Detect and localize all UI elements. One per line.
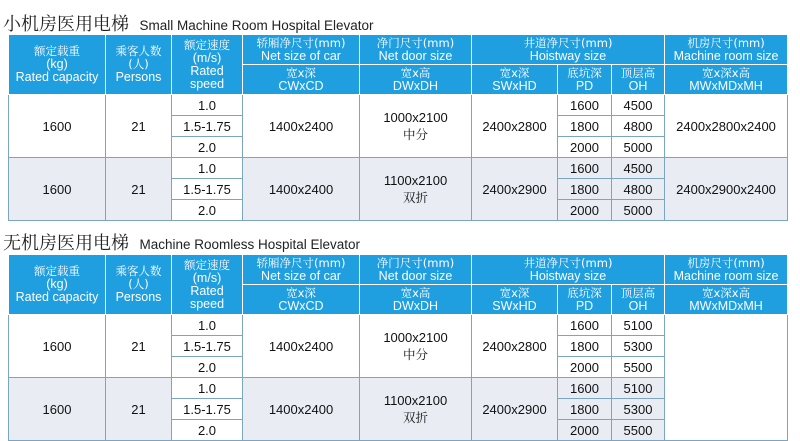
cell-oh: 5000 xyxy=(612,137,665,158)
cell-speed: 1.5-1.75 xyxy=(172,336,243,357)
header-car-size xyxy=(243,35,360,65)
header-zh: 净门尺寸(mm) xyxy=(376,35,455,50)
cell-oh: 5100 xyxy=(612,315,665,336)
cell-pd: 2000 xyxy=(558,137,612,158)
subheader-en: CWxCD xyxy=(278,78,324,93)
subheader-door xyxy=(360,285,472,315)
cell-oh: 5300 xyxy=(612,399,665,420)
cell-pd: 1600 xyxy=(558,378,612,399)
subheader-hoistway-oh xyxy=(612,65,665,95)
subheader-hoistway-oh xyxy=(612,285,665,315)
cell-pd: 1600 xyxy=(558,158,612,179)
subheader-zh: 宽x高 xyxy=(400,65,431,80)
cell-load: 1600 xyxy=(9,315,106,378)
cell-door-size xyxy=(360,378,472,441)
header-en: Rated capacity xyxy=(15,290,99,304)
header-en: Hoistway size xyxy=(529,48,607,63)
cell-car-size: 1400x2400 xyxy=(243,158,360,221)
cell-pd: 1800 xyxy=(558,336,612,357)
spec-table xyxy=(8,254,788,441)
section-title xyxy=(3,229,361,254)
header-rated-speed xyxy=(172,255,243,315)
header-unit: (人) xyxy=(128,57,149,71)
header-zh: 轿厢净尺寸(mm) xyxy=(256,255,346,270)
header-en: Hoistway size xyxy=(529,268,607,283)
subheader-zh: 宽x深 xyxy=(286,65,316,80)
cell-speed: 1.0 xyxy=(172,315,243,336)
header-en: Persons xyxy=(115,290,162,304)
header-zh: 轿厢净尺寸(mm) xyxy=(256,35,346,50)
cell-pd: 1800 xyxy=(558,116,612,137)
cell-hoistway-size: 2400x2900 xyxy=(472,378,558,441)
cell-load: 1600 xyxy=(9,95,106,158)
header-rated-capacity xyxy=(9,35,106,95)
subheader-zh: 宽x深x高 xyxy=(701,65,751,80)
subheader-hoistway-swxhd xyxy=(472,285,558,315)
subheader-hoistway-pd xyxy=(558,285,612,315)
subheader-hoistway-pd xyxy=(558,65,612,95)
header-en: Machine room size xyxy=(673,48,779,63)
cell-car-size: 1400x2400 xyxy=(243,315,360,378)
header-rated-speed xyxy=(172,35,243,95)
header-zh: 井道净尺寸(mm) xyxy=(523,255,613,270)
cell-pd: 1800 xyxy=(558,399,612,420)
cell-oh: 5100 xyxy=(612,378,665,399)
subheader-en: PD xyxy=(575,78,594,93)
door-type: 双折 xyxy=(402,189,428,205)
subheader-zh: 宽x高 xyxy=(400,285,431,300)
cell-speed: 2.0 xyxy=(172,357,243,378)
cell-load: 1600 xyxy=(9,158,106,221)
cell-speed: 1.0 xyxy=(172,378,243,399)
header-hoistway-size xyxy=(472,255,665,285)
header-unit: (m/s) xyxy=(192,50,222,65)
cell-door-size xyxy=(360,315,472,378)
cell-hoistway-size: 2400x2800 xyxy=(472,315,558,378)
cell-pd: 1600 xyxy=(558,315,612,336)
cell-oh: 5300 xyxy=(612,336,665,357)
subheader-en: OH xyxy=(628,78,648,93)
header-unit: (人) xyxy=(128,277,149,291)
door-dimension: 1000x2100 xyxy=(383,329,448,345)
cell-oh: 4500 xyxy=(612,95,665,116)
cell-speed: 2.0 xyxy=(172,200,243,221)
subheader-machine-room xyxy=(665,285,788,315)
cell-oh: 5000 xyxy=(612,200,665,221)
subheader-zh: 底坑深 xyxy=(567,65,602,80)
subheader-en: SWxHD xyxy=(492,78,537,93)
cell-machine-room: 2400x2900x2400 xyxy=(665,158,788,221)
header-car-size xyxy=(243,255,360,285)
cell-pd: 1600 xyxy=(558,95,612,116)
cell-speed: 2.0 xyxy=(172,137,243,158)
cell-pd: 1800 xyxy=(558,179,612,200)
section-title xyxy=(3,10,374,35)
cell-car-size: 1400x2400 xyxy=(243,378,360,441)
cell-speed: 1.0 xyxy=(172,158,243,179)
cell-oh: 5500 xyxy=(612,357,665,378)
cell-persons: 21 xyxy=(106,158,172,221)
header-en: Rated speed xyxy=(189,283,225,311)
header-zh: 净门尺寸(mm) xyxy=(376,255,455,270)
subheader-en: PD xyxy=(575,298,594,313)
section-title-en: Machine Roomless Hospital Elevator xyxy=(139,237,361,252)
header-zh: 额定载重 xyxy=(34,264,80,278)
header-en: Net size of car xyxy=(261,48,341,63)
subheader-zh: 宽x深x高 xyxy=(701,285,751,300)
section-title-zh: 小机房医用电梯 xyxy=(3,14,129,35)
cell-car-size: 1400x2400 xyxy=(243,95,360,158)
cell-machine-room: 2400x2800x2400 xyxy=(665,95,788,158)
cell-machine-room xyxy=(665,315,788,441)
subheader-car xyxy=(243,65,360,95)
door-type: 中分 xyxy=(402,126,428,142)
section-title-zh: 无机房医用电梯 xyxy=(3,233,129,254)
subheader-en: OH xyxy=(628,298,648,313)
header-en: Net size of car xyxy=(261,268,341,283)
header-en: Machine room size xyxy=(673,268,779,283)
cell-speed: 1.0 xyxy=(172,95,243,116)
header-zh: 额定速度 xyxy=(184,37,230,52)
header-en: Net door size xyxy=(378,48,453,63)
cell-hoistway-size: 2400x2900 xyxy=(472,158,558,221)
cell-oh: 4500 xyxy=(612,158,665,179)
header-en: Persons xyxy=(115,70,162,84)
header-machine-room-size xyxy=(665,255,788,285)
cell-speed: 1.5-1.75 xyxy=(172,399,243,420)
door-type: 双折 xyxy=(402,409,428,425)
subheader-zh: 顶层高 xyxy=(620,65,656,80)
table-row xyxy=(9,95,788,116)
cell-oh: 4800 xyxy=(612,116,665,137)
cell-speed: 1.5-1.75 xyxy=(172,116,243,137)
cell-pd: 2000 xyxy=(558,200,612,221)
subheader-en: SWxHD xyxy=(492,298,537,313)
header-zh: 井道净尺寸(mm) xyxy=(523,35,613,50)
header-en: Rated capacity xyxy=(15,70,99,84)
subheader-en: MWxMDxMH xyxy=(689,298,763,313)
cell-load: 1600 xyxy=(9,378,106,441)
cell-hoistway-size: 2400x2800 xyxy=(472,95,558,158)
cell-persons: 21 xyxy=(106,378,172,441)
subheader-en: DWxDH xyxy=(392,298,439,313)
subheader-zh: 宽x深 xyxy=(499,65,530,80)
header-machine-room-size xyxy=(665,35,788,65)
cell-oh: 4800 xyxy=(612,179,665,200)
header-unit: (kg) xyxy=(46,277,68,291)
header-hoistway-size xyxy=(472,35,665,65)
subheader-car xyxy=(243,285,360,315)
header-zh: 机房尺寸(mm) xyxy=(687,35,765,50)
spec-table xyxy=(8,34,788,221)
subheader-zh: 宽x深 xyxy=(499,285,530,300)
header-persons xyxy=(106,255,172,315)
header-door-size xyxy=(360,255,472,285)
header-rated-capacity xyxy=(9,255,106,315)
door-dimension: 1000x2100 xyxy=(383,109,448,125)
header-zh: 乘客人数 xyxy=(115,44,162,58)
header-zh: 机房尺寸(mm) xyxy=(687,255,765,270)
subheader-en: CWxCD xyxy=(278,298,324,313)
header-unit: (m/s) xyxy=(192,270,222,285)
cell-pd: 2000 xyxy=(558,420,612,441)
subheader-en: MWxMDxMH xyxy=(689,78,763,93)
table-row xyxy=(9,315,788,336)
subheader-en: DWxDH xyxy=(392,78,439,93)
door-dimension: 1100x2100 xyxy=(383,392,448,408)
subheader-zh: 顶层高 xyxy=(620,285,656,300)
subheader-machine-room xyxy=(665,65,788,95)
subheader-hoistway-swxhd xyxy=(472,65,558,95)
header-persons xyxy=(106,35,172,95)
section-title-en: Small Machine Room Hospital Elevator xyxy=(139,18,374,33)
cell-oh: 5500 xyxy=(612,420,665,441)
cell-door-size xyxy=(360,158,472,221)
header-zh: 乘客人数 xyxy=(115,264,162,278)
subheader-zh: 宽x深 xyxy=(286,285,316,300)
cell-pd: 2000 xyxy=(558,357,612,378)
header-unit: (kg) xyxy=(46,57,68,71)
header-zh: 额定速度 xyxy=(184,257,230,272)
cell-speed: 1.5-1.75 xyxy=(172,179,243,200)
cell-persons: 21 xyxy=(106,95,172,158)
cell-speed: 2.0 xyxy=(172,420,243,441)
table-row xyxy=(9,158,788,179)
header-zh: 额定载重 xyxy=(34,44,80,58)
subheader-door xyxy=(360,65,472,95)
header-door-size xyxy=(360,35,472,65)
subheader-zh: 底坑深 xyxy=(567,285,602,300)
door-dimension: 1100x2100 xyxy=(383,172,448,188)
header-en: Rated speed xyxy=(189,63,225,91)
header-en: Net door size xyxy=(378,268,453,283)
cell-door-size xyxy=(360,95,472,158)
door-type: 中分 xyxy=(402,346,428,362)
cell-persons: 21 xyxy=(106,315,172,378)
